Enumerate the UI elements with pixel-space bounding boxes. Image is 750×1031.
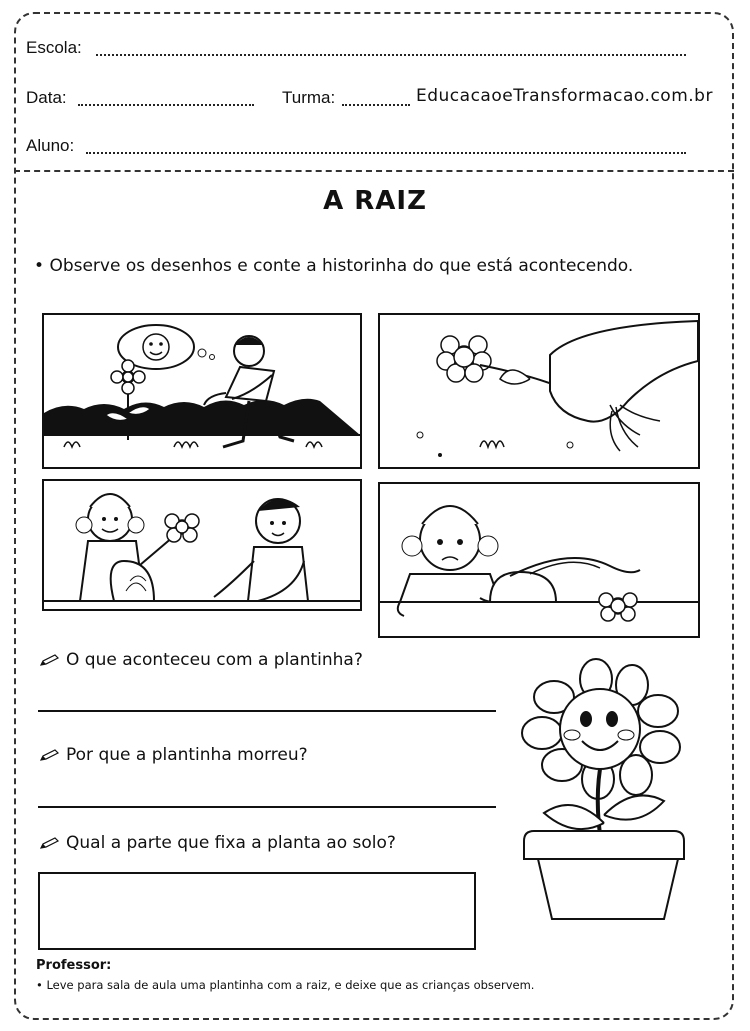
teacher-note: • Leve para sala de aula uma plantinha com a raiz, e deixe que as crianças observem.	[36, 978, 535, 992]
student-label: Aluno:	[26, 136, 75, 155]
class-label: Turma:	[282, 88, 336, 107]
website-text: EducacaoeTransformacao.com.br	[416, 86, 713, 106]
boy-dreaming-illustration	[44, 315, 360, 467]
pencil-icon	[40, 749, 60, 761]
smiling-flower-pot-illustration	[508, 655, 708, 925]
story-panel-2	[378, 313, 700, 469]
date-label: Data:	[26, 88, 67, 107]
date-input-line[interactable]	[78, 104, 254, 106]
header-divider	[14, 170, 734, 172]
page-title: A RAIZ	[323, 186, 427, 216]
answer-line-1[interactable]	[38, 710, 496, 712]
answer-box-3[interactable]	[38, 872, 476, 950]
hand-pulling-plant-illustration	[380, 315, 698, 467]
pencil-icon	[40, 837, 60, 849]
question-3: Qual a parte que fixa a planta ao solo?	[40, 833, 396, 853]
pencil-icon	[40, 654, 60, 666]
story-panel-1	[42, 313, 362, 469]
instruction: • Observe os desenhos e conte a historinha do que está acontecendo.	[34, 256, 634, 276]
answer-line-2[interactable]	[38, 806, 496, 808]
school-label: Escola:	[26, 38, 82, 57]
question-1: O que aconteceu com a plantinha?	[40, 650, 363, 670]
class-input-line[interactable]	[342, 104, 410, 106]
story-panel-3	[42, 479, 362, 611]
teacher-label: Professor:	[36, 958, 112, 973]
children-with-vase-illustration	[44, 481, 360, 609]
student-input-line[interactable]	[86, 152, 686, 154]
sad-girl-wilted-plant-illustration	[380, 484, 698, 636]
question-2: Por que a plantinha morreu?	[40, 745, 308, 765]
story-panel-4	[378, 482, 700, 638]
school-input-line[interactable]	[96, 54, 686, 56]
